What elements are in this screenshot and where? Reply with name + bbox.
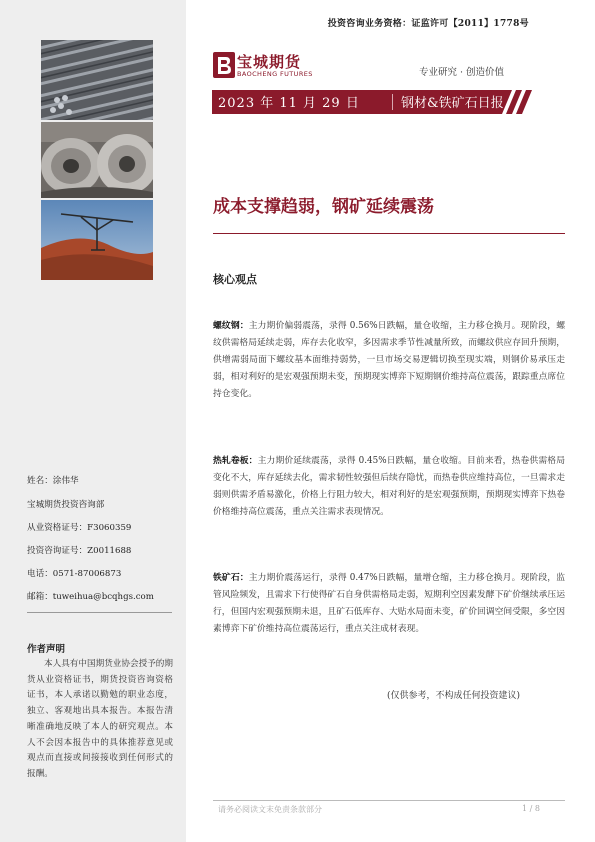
hot-rolled-text: 主力期价延续震荡，录得 0.45%日跌幅，量仓收缩。目前来看，热卷供需格局变化不大，库存延续去化，需求韧性较强但后续存隐忧，而热卷供应维持高位，一旦需求走弱则供需矛盾易激化，价格上行阻力较大，相对利好的是宏观强预期，预期现实博弈下热卷价格维持高位震荡，重点关注需求表现情况。	[213, 456, 565, 517]
statement-body: 本人具有中国期货业协会授予的期货从业资格证书，期货投资咨询资格证书，本人承诺以勤勉的职业态度，独立、客观地出具本报告。本报告清晰准确地反映了本人的研究观点。本人不会因本报告中的具体推荐意见或观点而直接或间接接收到任何形式的报酬。	[27, 659, 173, 779]
author-dept: 宝城期货投资咨询部	[27, 500, 105, 510]
title-divider	[213, 233, 565, 234]
report-type: 钢材&铁矿石日报	[401, 96, 504, 111]
iron-ore-text: 主力期价震荡运行，录得 0.47%日跌幅，量增仓缩，主力移仓换月。现阶段，监管风险频发，且需求下行使得矿石自身供需格局走弱，短期利空因素发酵下矿价继续承压运行，但国内宏观强预期未退，且矿石低库存、大贴水局面未变，矿价回调空间受限，多空因素博弈下矿价维持高位震荡运行，重点关注成材表现。	[213, 573, 565, 634]
core-view-heading: 核心观点	[213, 273, 257, 286]
hot-rolled-paragraph	[213, 453, 565, 521]
logo-english-name: BAOCHENG FUTURES	[237, 70, 313, 78]
footer-note: 请务必阅读文末免责条款部分	[218, 805, 322, 814]
company-logo	[213, 50, 333, 82]
rebar-lead: 螺纹钢：	[213, 321, 249, 331]
logo-mark-icon	[213, 52, 235, 78]
logo-chinese-name: 宝城期货	[237, 53, 302, 71]
disclaimer: (仅供参考，不构成任何投资建议)	[387, 691, 521, 701]
steel-coil-photo	[41, 122, 153, 198]
page-number: 1 / 8	[522, 804, 540, 813]
statement-heading: 作者声明	[27, 644, 66, 655]
rebar-photo	[41, 40, 153, 120]
author-name: 姓名：涂伟华	[27, 476, 79, 486]
report-date: 2023 年 11 月 29 日	[218, 96, 360, 111]
slogan: 专业研究 · 创造价值	[419, 67, 505, 78]
report-title: 成本支撑趋弱，钢矿延续震荡	[213, 197, 434, 217]
author-phone: 电话：0571-87006873	[27, 569, 122, 579]
iron-ore-paragraph	[213, 570, 565, 638]
sidebar-divider	[27, 612, 172, 613]
iron-ore-photo	[41, 200, 153, 280]
author-license: 从业资格证号：F3060359	[27, 523, 132, 533]
author-consult-cert: 投资咨询证号：Z0011688	[27, 546, 132, 556]
author-email[interactable]: 邮箱：tuweihua@bcqhgs.com	[27, 592, 154, 602]
hot-rolled-lead: 热轧卷板：	[213, 456, 258, 466]
qualification-line: 投资咨询业务资格：证监许可【2011】1778号	[327, 19, 529, 29]
rebar-paragraph	[213, 318, 565, 403]
date-banner	[212, 90, 532, 114]
footer-divider	[213, 800, 565, 801]
iron-ore-lead: 铁矿石：	[213, 573, 249, 583]
rebar-text: 主力期价偏弱震荡，录得 0.56%日跌幅，量仓收缩，主力移仓换月。现阶段，螺纹供需格局延续走弱，库存去化收窄，多因需求季节性减量所致，而螺纹供应存回升预期，供增需弱局面下螺纹基本面维持弱势，一旦市场交易逻辑切换至现实端，则钢价易承压走弱，相对利好的是宏观强预期未变，预期现实博弈下短期钢价维持高位震荡，跟踪重点席位持仓变化。	[213, 321, 565, 399]
